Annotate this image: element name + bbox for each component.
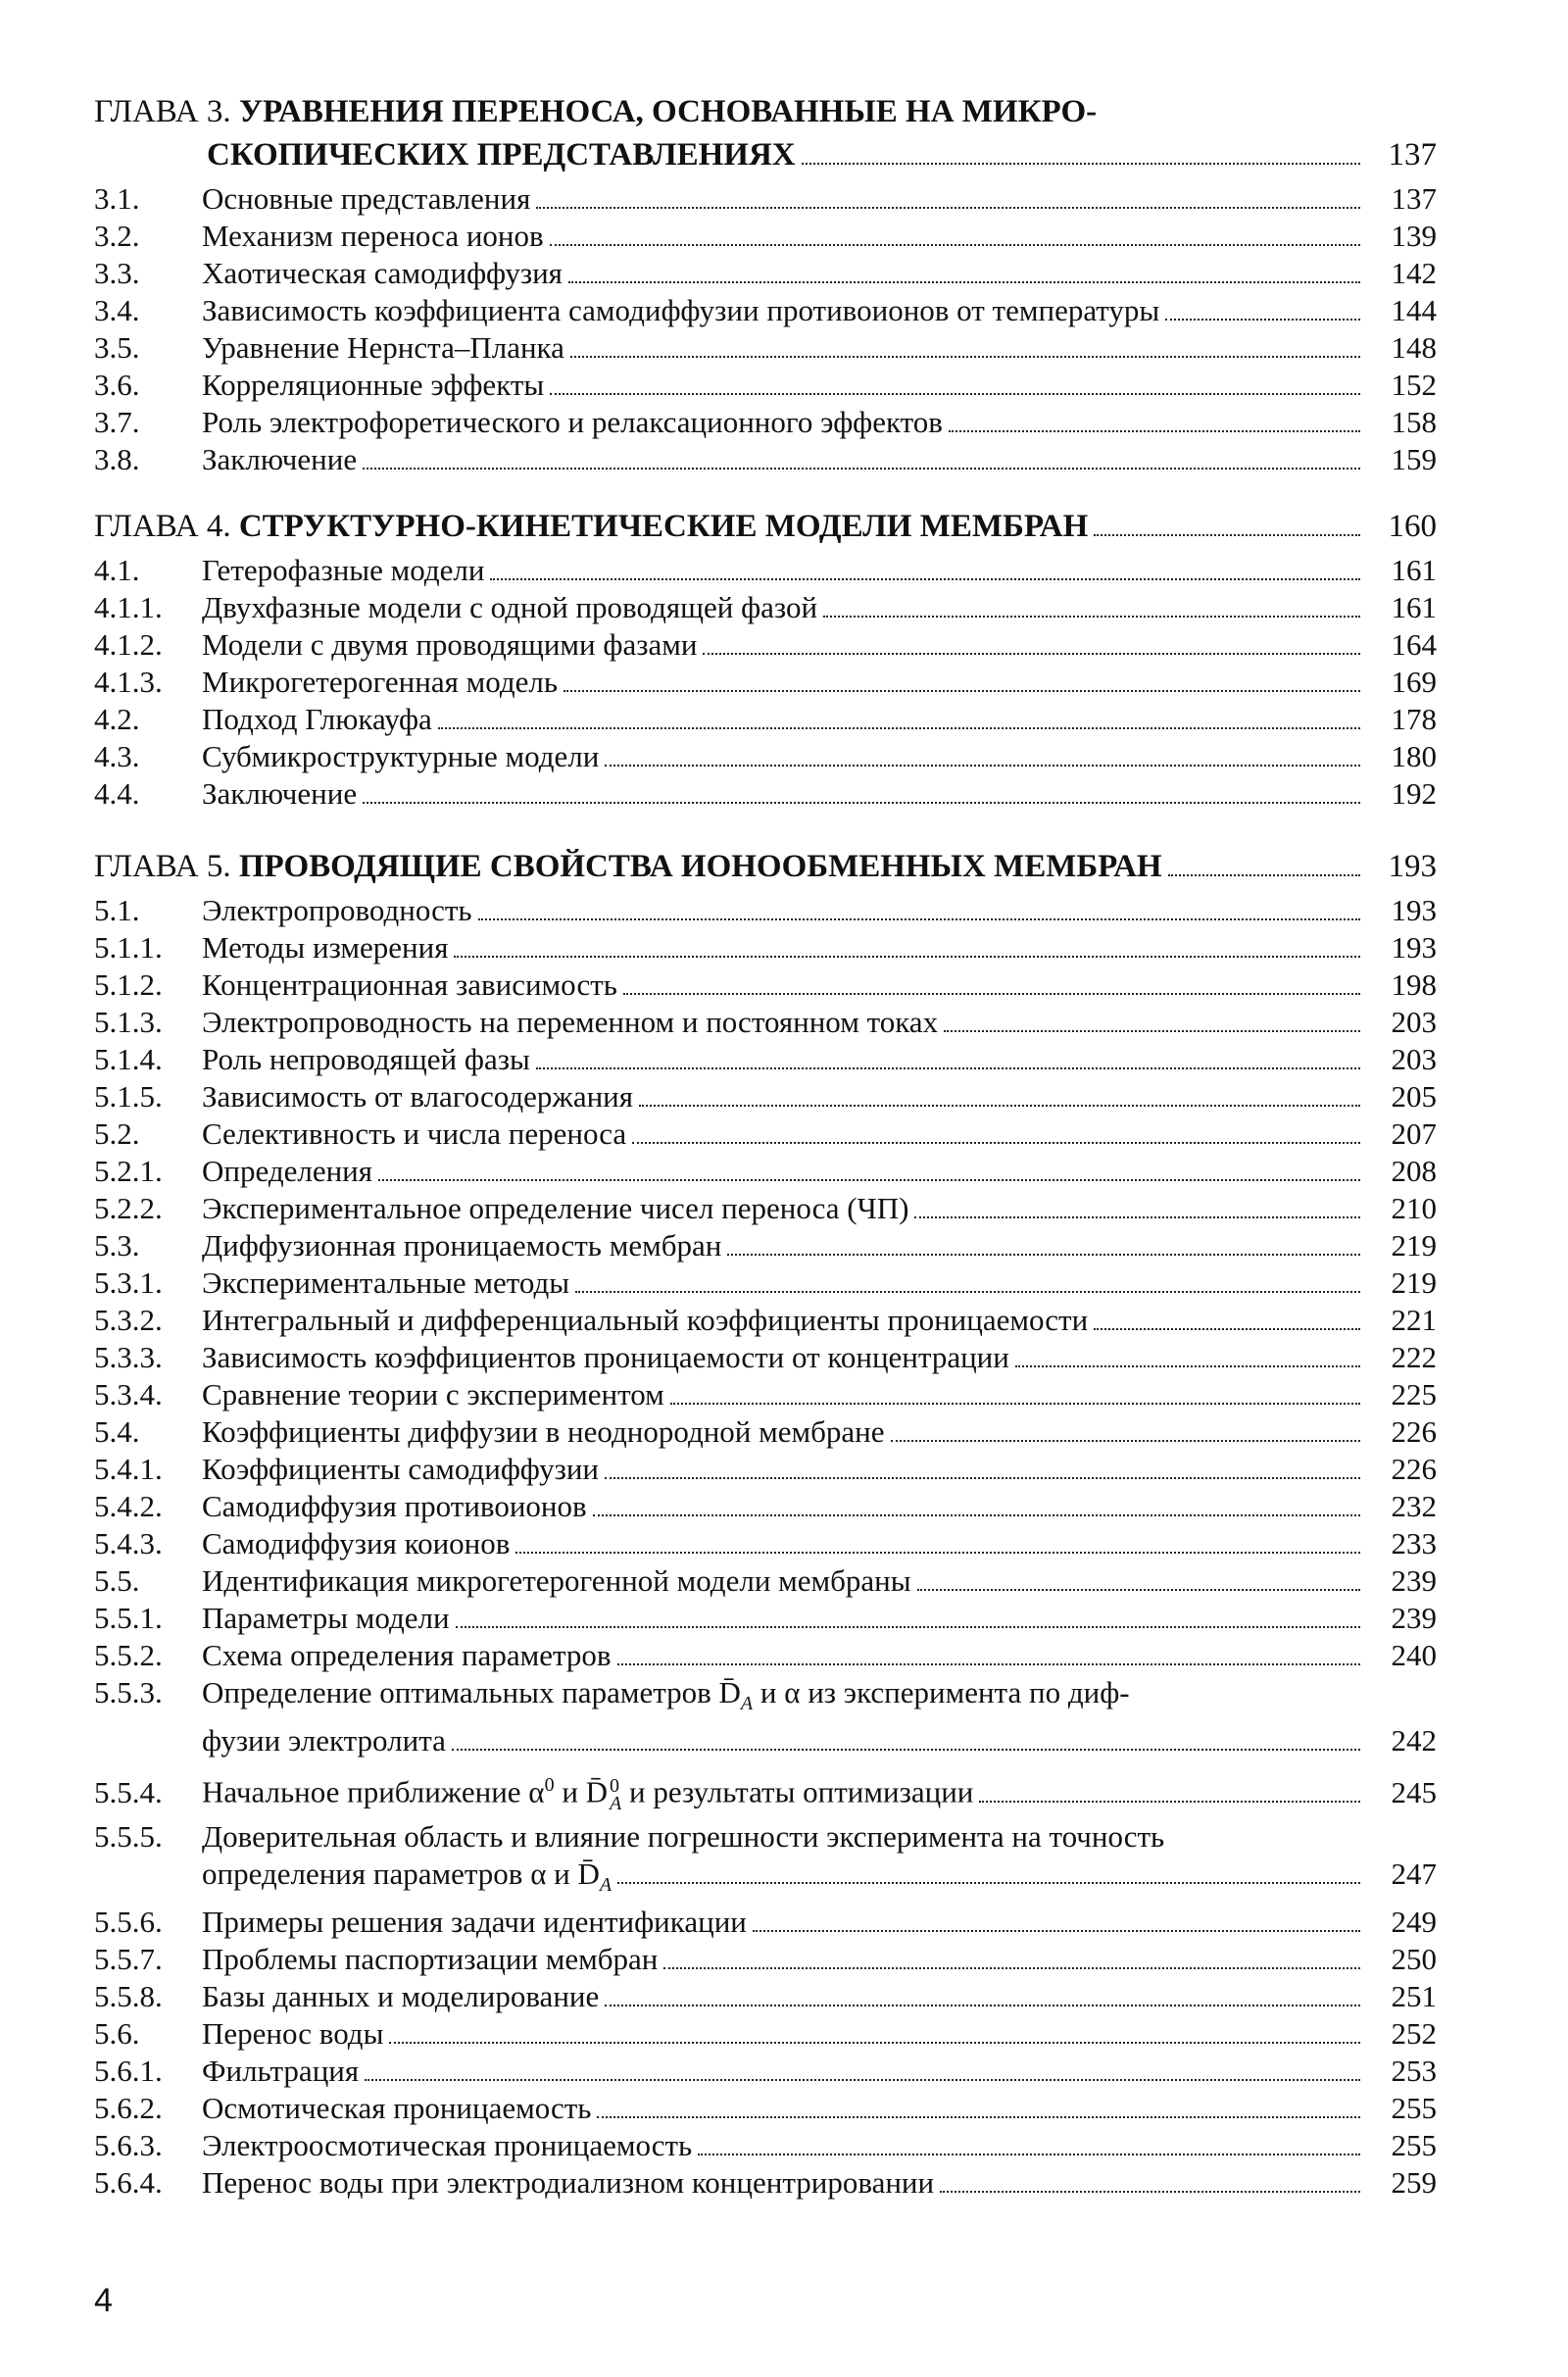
entry-text: Интегральный и дифференциальный коэффициенты проницаемости	[202, 1303, 1089, 1337]
dot-leader	[593, 1514, 1360, 1516]
entry-text: Модели с двумя проводящими фазами	[202, 627, 698, 662]
dot-leader	[617, 1663, 1360, 1665]
entry-page-number: 253	[1391, 2053, 1437, 2088]
entry-number: 5.6.1.	[94, 2053, 163, 2088]
entry-number: 5.5.3.	[94, 1675, 163, 1709]
entry-number: 5.2.2.	[94, 1191, 163, 1225]
entry-text-line1: Определение оптимальных параметров D̄	[202, 1675, 741, 1709]
entry-text: Двухфазные модели с одной проводящей фазой	[202, 590, 818, 624]
toc-entry[interactable]	[94, 966, 1437, 1004]
entry-text: Осмотическая проницаемость	[202, 2090, 592, 2125]
entry-number: 5.5.7.	[94, 1941, 163, 1976]
entry-number: 5.5.1.	[94, 1601, 163, 1635]
toc-entry[interactable]	[94, 701, 1437, 738]
toc-entry[interactable]	[94, 1264, 1437, 1302]
entry-text: Перенос воды при электродиализном концентрировании	[202, 2164, 935, 2200]
entry-text: Корреляционные эффекты	[202, 368, 545, 402]
entry-number: 4.1.1.	[94, 590, 163, 624]
entry-text: Экспериментальное определение чисел переноса (ЧП)	[202, 1191, 909, 1225]
entry-page-number: 226	[1391, 1414, 1437, 1449]
dot-leader	[536, 1067, 1360, 1069]
toc-entry[interactable]	[94, 367, 1437, 404]
dot-leader	[568, 281, 1360, 283]
chapter-title-line2: СКОПИЧЕСКИХ ПРЕДСТАВЛЕНИЯХ	[207, 137, 796, 173]
entry-page-number: 161	[1391, 553, 1437, 587]
toc-entry[interactable]	[94, 2015, 1437, 2053]
toc-entry[interactable]	[94, 2127, 1437, 2164]
entry-text: Микрогетерогенная модель	[202, 665, 558, 699]
entry-page-number: 142	[1391, 256, 1437, 290]
toc-entry[interactable]	[94, 929, 1437, 966]
toc-entry[interactable]	[94, 1004, 1437, 1041]
entry-number: 5.1.1.	[94, 930, 163, 965]
chapter-5-entries-tail	[94, 1904, 1437, 2202]
entry-number: 5.6.4.	[94, 2164, 163, 2200]
entry-text: Сравнение теории с экспериментом	[202, 1377, 664, 1411]
dot-leader	[949, 430, 1360, 432]
entry-page-number: 148	[1391, 330, 1437, 365]
dot-leader	[452, 1749, 1360, 1751]
dot-leader	[1094, 1328, 1360, 1330]
toc-entry[interactable]	[94, 664, 1437, 701]
dot-leader	[564, 690, 1360, 692]
toc-entry[interactable]	[94, 2090, 1437, 2127]
chapter-4-entries	[94, 552, 1437, 813]
entry-number: 3.6.	[94, 368, 140, 402]
entry-text: Субмикроструктурные модели	[202, 739, 600, 773]
toc-entry[interactable]	[94, 441, 1437, 478]
dot-leader	[1015, 1365, 1360, 1367]
dot-leader	[979, 1801, 1360, 1803]
entry-number: 5.2.1.	[94, 1154, 163, 1188]
entry-subscript: A	[599, 1873, 612, 1896]
entry-number: 3.7.	[94, 405, 140, 439]
chapter-page-number: 193	[1388, 849, 1437, 884]
entry-number: 3.3.	[94, 256, 140, 290]
entry-text-prefix: Начальное приближение α	[202, 1774, 545, 1809]
entry-page-number: 242	[1391, 1723, 1437, 1758]
entry-number: 5.6.	[94, 2015, 140, 2051]
dot-leader	[670, 1403, 1360, 1405]
entry-text: Параметры модели	[202, 1601, 450, 1635]
entry-number: 3.8.	[94, 442, 140, 476]
dot-leader	[703, 653, 1360, 655]
chapter-3-section	[94, 90, 1437, 478]
entry-number: 4.1.3.	[94, 665, 163, 699]
entry-text-line2: определения параметров α и D̄	[202, 1856, 600, 1891]
toc-entry[interactable]	[94, 329, 1437, 367]
entry-subscript: A	[740, 1693, 754, 1715]
entry-page-number: 219	[1391, 1265, 1437, 1300]
entry-page-number: 169	[1391, 665, 1437, 699]
entry-page-number: 232	[1391, 1489, 1437, 1523]
entry-page-number: 247	[1391, 1856, 1437, 1891]
entry-page-number: 255	[1391, 2090, 1437, 2125]
toc-entry[interactable]	[94, 1302, 1437, 1339]
entry-text: Электропроводность на переменном и постоянном токах	[202, 1005, 939, 1039]
entry-page-number: 222	[1391, 1340, 1437, 1374]
entry-number: 5.5.	[94, 1563, 140, 1598]
entry-page-number: 239	[1391, 1601, 1437, 1635]
entry-text: Идентификация микрогетерогенной модели мембраны	[202, 1563, 911, 1598]
toc-entry[interactable]	[94, 775, 1437, 813]
toc-entry[interactable]	[94, 292, 1437, 329]
chapter-5-heading	[94, 845, 1437, 888]
entry-text: Перенос воды	[202, 2015, 384, 2051]
entry-page-number: 193	[1391, 893, 1437, 927]
chapter-3-heading	[94, 90, 1437, 176]
toc-entry[interactable]	[94, 2053, 1437, 2090]
entry-text: Коэффициенты самодиффузии	[202, 1452, 599, 1486]
chapter-5-entries	[94, 892, 1437, 1674]
entry-text: Примеры решения задачи идентификации	[202, 1904, 747, 1939]
entry-text: Диффузионная проницаемость мембран	[202, 1228, 722, 1263]
dot-leader	[917, 1589, 1360, 1591]
dot-leader	[727, 1254, 1360, 1256]
toc-entry[interactable]	[94, 626, 1437, 664]
entry-page-number: 198	[1391, 967, 1437, 1002]
toc-entry[interactable]	[94, 218, 1437, 255]
dot-leader	[605, 2005, 1360, 2006]
entry-number: 5.1.2.	[94, 967, 163, 1002]
entry-text: Фильтрация	[202, 2053, 360, 2088]
dot-leader	[438, 727, 1360, 729]
dot-leader	[550, 244, 1360, 246]
dot-leader	[536, 207, 1360, 209]
entry-text: Самодиффузия противоионов	[202, 1489, 587, 1523]
dot-leader	[378, 1179, 1360, 1181]
toc-entry[interactable]	[94, 1115, 1437, 1153]
chapter-page-number: 137	[1388, 137, 1437, 173]
toc-entry[interactable]	[94, 892, 1437, 929]
entry-number: 5.5.8.	[94, 1978, 163, 2013]
entry-text: Роль электрофоретического и релаксационного эффектов	[202, 405, 943, 439]
toc-entry[interactable]	[94, 1339, 1437, 1376]
chapter-4-heading	[94, 505, 1437, 548]
entry-number: 5.3.2.	[94, 1303, 163, 1337]
entry-text-mid: и D̄	[554, 1774, 609, 1809]
toc-entry[interactable]	[94, 255, 1437, 292]
entry-text: Основные представления	[202, 181, 531, 216]
entry-text: Проблемы паспортизации мембран	[202, 1941, 659, 1976]
entry-text-line2: фузии электролита	[202, 1723, 446, 1758]
entry-text: Схема определения параметров	[202, 1638, 612, 1672]
dot-leader	[802, 163, 1360, 165]
toc-entry[interactable]	[94, 1413, 1437, 1451]
dot-leader	[365, 2079, 1360, 2081]
dot-leader	[1168, 874, 1360, 876]
dot-leader	[663, 1967, 1360, 1969]
toc-entry-5-5-5[interactable]	[94, 1818, 1437, 1904]
entry-text: Гетерофазные модели	[202, 553, 485, 587]
page-number: 4	[94, 2282, 113, 2319]
entry-number: 5.4.1.	[94, 1452, 163, 1486]
entry-page-number: 193	[1391, 930, 1437, 965]
entry-superscript: 0	[544, 1774, 555, 1797]
chapter-3-entries	[94, 180, 1437, 478]
dot-leader	[632, 1142, 1360, 1144]
toc-entry[interactable]	[94, 1600, 1437, 1637]
toc-entry[interactable]	[94, 1190, 1437, 1227]
entry-page-number: 144	[1391, 293, 1437, 327]
entry-number: 5.4.	[94, 1414, 140, 1449]
toc-entry[interactable]	[94, 1153, 1437, 1190]
entry-page-number: 152	[1391, 368, 1437, 402]
entry-page-number: 225	[1391, 1377, 1437, 1411]
dot-leader	[550, 393, 1360, 395]
entry-number: 3.1.	[94, 181, 140, 216]
entry-page-number: 178	[1391, 702, 1437, 736]
entry-number: 5.6.2.	[94, 2090, 163, 2125]
dot-leader	[454, 956, 1360, 958]
entry-text: Подход Глюкауфа	[202, 702, 432, 736]
entry-page-number: 252	[1391, 2015, 1437, 2051]
entry-number: 5.6.3.	[94, 2127, 163, 2162]
entry-text: Базы данных и моделирование	[202, 1978, 600, 2013]
entry-text: Уравнение Нернста–Планка	[202, 330, 564, 365]
entry-page-number: 233	[1391, 1526, 1437, 1560]
entry-text: Хаотическая самодиффузия	[202, 256, 563, 290]
toc-entry[interactable]	[94, 1562, 1437, 1600]
entry-superscript: 0	[610, 1775, 620, 1798]
entry-page-number: 205	[1391, 1079, 1437, 1114]
dot-leader	[944, 1030, 1360, 1032]
entry-page-number: 249	[1391, 1904, 1437, 1939]
chapter-page-number: 160	[1388, 509, 1437, 544]
dot-leader	[363, 468, 1360, 470]
entry-number: 5.1.3.	[94, 1005, 163, 1039]
entry-number: 3.4.	[94, 293, 140, 327]
entry-page-number: 219	[1391, 1228, 1437, 1263]
entry-number: 4.4.	[94, 776, 140, 811]
entry-number: 3.5.	[94, 330, 140, 365]
entry-page-number: 137	[1391, 181, 1437, 216]
entry-number: 5.2.	[94, 1116, 140, 1151]
toc-entry[interactable]	[94, 404, 1437, 441]
entry-page-number: 207	[1391, 1116, 1437, 1151]
entry-page-number: 239	[1391, 1563, 1437, 1598]
entry-page-number: 208	[1391, 1154, 1437, 1188]
toc-entry[interactable]	[94, 738, 1437, 775]
dot-leader	[515, 1552, 1360, 1554]
entry-text: Электропроводность	[202, 893, 472, 927]
dot-leader	[597, 2116, 1360, 2118]
entry-page-number: 192	[1391, 776, 1437, 811]
entry-text: Электроосмотическая проницаемость	[202, 2127, 693, 2162]
entry-text-line1-tail: и α из эксперимента по диф-	[753, 1675, 1130, 1709]
toc-entry[interactable]	[94, 1451, 1437, 1488]
dot-leader	[389, 2042, 1360, 2044]
entry-number: 5.4.3.	[94, 1526, 163, 1560]
entry-number: 4.1.	[94, 553, 140, 587]
dot-leader	[605, 765, 1360, 767]
entry-text-line1: Доверительная область и влияние погрешности эксперимента на точность	[202, 1818, 1165, 1854]
dot-leader	[1165, 319, 1360, 321]
chapter-title: СТРУКТУРНО-КИНЕТИЧЕСКИЕ МОДЕЛИ МЕМБРАН	[238, 509, 1089, 544]
entry-text: Определения	[202, 1154, 373, 1188]
entry-text: Селективность и числа переноса	[202, 1116, 627, 1151]
entry-text: Экспериментальные методы	[202, 1265, 570, 1300]
entry-page-number: 226	[1391, 1452, 1437, 1486]
entry-text: Заключение	[202, 442, 358, 476]
toc-entry[interactable]	[94, 1376, 1437, 1413]
toc-entry[interactable]	[94, 1637, 1437, 1674]
dot-leader	[363, 802, 1360, 804]
toc-entry[interactable]	[94, 552, 1437, 589]
dot-leader	[570, 356, 1360, 358]
chapter-label: ГЛАВА 4.	[94, 509, 231, 544]
entry-number: 5.4.2.	[94, 1489, 163, 1523]
chapter-title-line1: УРАВНЕНИЯ ПЕРЕНОСА, ОСНОВАННЫЕ НА МИКРО-	[238, 94, 1098, 129]
entry-number: 4.1.2.	[94, 627, 163, 662]
entry-page-number: 240	[1391, 1638, 1437, 1672]
toc-entry[interactable]	[94, 2164, 1437, 2202]
entry-number: 5.3.3.	[94, 1340, 163, 1374]
entry-number: 5.5.2.	[94, 1638, 163, 1672]
toc-entry[interactable]	[94, 1904, 1437, 1941]
entry-page-number: 159	[1391, 442, 1437, 476]
entry-text: Коэффициенты диффузии в неоднородной мембране	[202, 1414, 885, 1449]
dot-leader	[639, 1105, 1360, 1107]
toc-entry[interactable]	[94, 1227, 1437, 1264]
entry-text: Самодиффузия коионов	[202, 1526, 511, 1560]
dot-leader	[623, 993, 1360, 995]
toc-entry[interactable]	[94, 1041, 1437, 1078]
entry-page-number: 203	[1391, 1005, 1437, 1039]
entry-page-number: 158	[1391, 405, 1437, 439]
entry-text: Методы измерения	[202, 930, 449, 965]
dot-leader	[698, 2154, 1360, 2155]
entry-number: 5.1.5.	[94, 1079, 163, 1114]
dot-leader	[1094, 534, 1360, 536]
entry-number: 5.5.5.	[94, 1818, 163, 1854]
entry-text: Механизм переноса ионов	[202, 219, 544, 253]
entry-number: 5.5.6.	[94, 1904, 163, 1939]
dot-leader	[605, 1477, 1360, 1479]
dot-leader	[914, 1216, 1360, 1218]
entry-page-number: 164	[1391, 627, 1437, 662]
toc-entry[interactable]	[94, 180, 1437, 218]
entry-page-number: 255	[1391, 2127, 1437, 2162]
entry-page-number: 221	[1391, 1303, 1437, 1337]
entry-page-number: 180	[1391, 739, 1437, 773]
toc-entry[interactable]	[94, 1525, 1437, 1562]
entry-page-number: 210	[1391, 1191, 1437, 1225]
toc-entry-5-5-3[interactable]	[94, 1674, 1437, 1759]
dot-leader	[575, 1291, 1360, 1293]
dot-leader	[823, 616, 1360, 618]
entry-number: 5.1.4.	[94, 1042, 163, 1076]
dot-leader	[940, 2191, 1360, 2193]
entry-number: 5.5.4.	[94, 1774, 163, 1809]
entry-page-number: 203	[1391, 1042, 1437, 1076]
toc-entry[interactable]	[94, 1488, 1437, 1525]
entry-number: 3.2.	[94, 219, 140, 253]
dot-leader	[490, 578, 1360, 580]
toc-entry[interactable]	[94, 1941, 1437, 1978]
entry-text: Заключение	[202, 776, 358, 811]
dot-leader	[478, 918, 1360, 920]
dot-leader	[617, 1882, 1360, 1884]
toc-entry[interactable]	[94, 1978, 1437, 2015]
dot-leader	[753, 1930, 1360, 1932]
toc-entry-5-5-4[interactable]	[94, 1759, 1437, 1817]
chapter-4-section	[94, 505, 1437, 813]
entry-number: 4.2.	[94, 702, 140, 736]
entry-page-number: 161	[1391, 590, 1437, 624]
chapter-label: ГЛАВА 3.	[94, 94, 231, 129]
entry-page-number: 251	[1391, 1978, 1437, 2013]
entry-number: 5.3.4.	[94, 1377, 163, 1411]
entry-text: Зависимость коэффициента самодиффузии противоионов от температуры	[202, 293, 1160, 327]
toc-entry[interactable]	[94, 589, 1437, 626]
entry-number: 5.3.	[94, 1228, 140, 1263]
chapter-title: ПРОВОДЯЩИЕ СВОЙСТВА ИОНООБМЕННЫХ МЕМБРАН	[238, 849, 1162, 884]
entry-text: Зависимость коэффициентов проницаемости от концентрации	[202, 1340, 1009, 1374]
entry-page-number: 245	[1391, 1774, 1437, 1809]
entry-page-number: 250	[1391, 1941, 1437, 1976]
chapter-label: ГЛАВА 5.	[94, 849, 231, 884]
entry-page-number: 139	[1391, 219, 1437, 253]
entry-number: 5.1.	[94, 893, 140, 927]
toc-entry[interactable]	[94, 1078, 1437, 1115]
entry-number: 4.3.	[94, 739, 140, 773]
dot-leader	[891, 1440, 1360, 1442]
entry-text-suffix: и результаты оптимизации	[621, 1774, 974, 1809]
entry-text: Зависимость от влагосодержания	[202, 1079, 634, 1114]
dot-leader	[456, 1626, 1360, 1628]
chapter-5-section	[94, 845, 1437, 2202]
entry-number: 5.3.1.	[94, 1265, 163, 1300]
entry-subscript: A	[610, 1793, 622, 1815]
entry-page-number: 259	[1391, 2164, 1437, 2200]
entry-text: Роль непроводящей фазы	[202, 1042, 530, 1076]
entry-text: Концентрационная зависимость	[202, 967, 617, 1002]
